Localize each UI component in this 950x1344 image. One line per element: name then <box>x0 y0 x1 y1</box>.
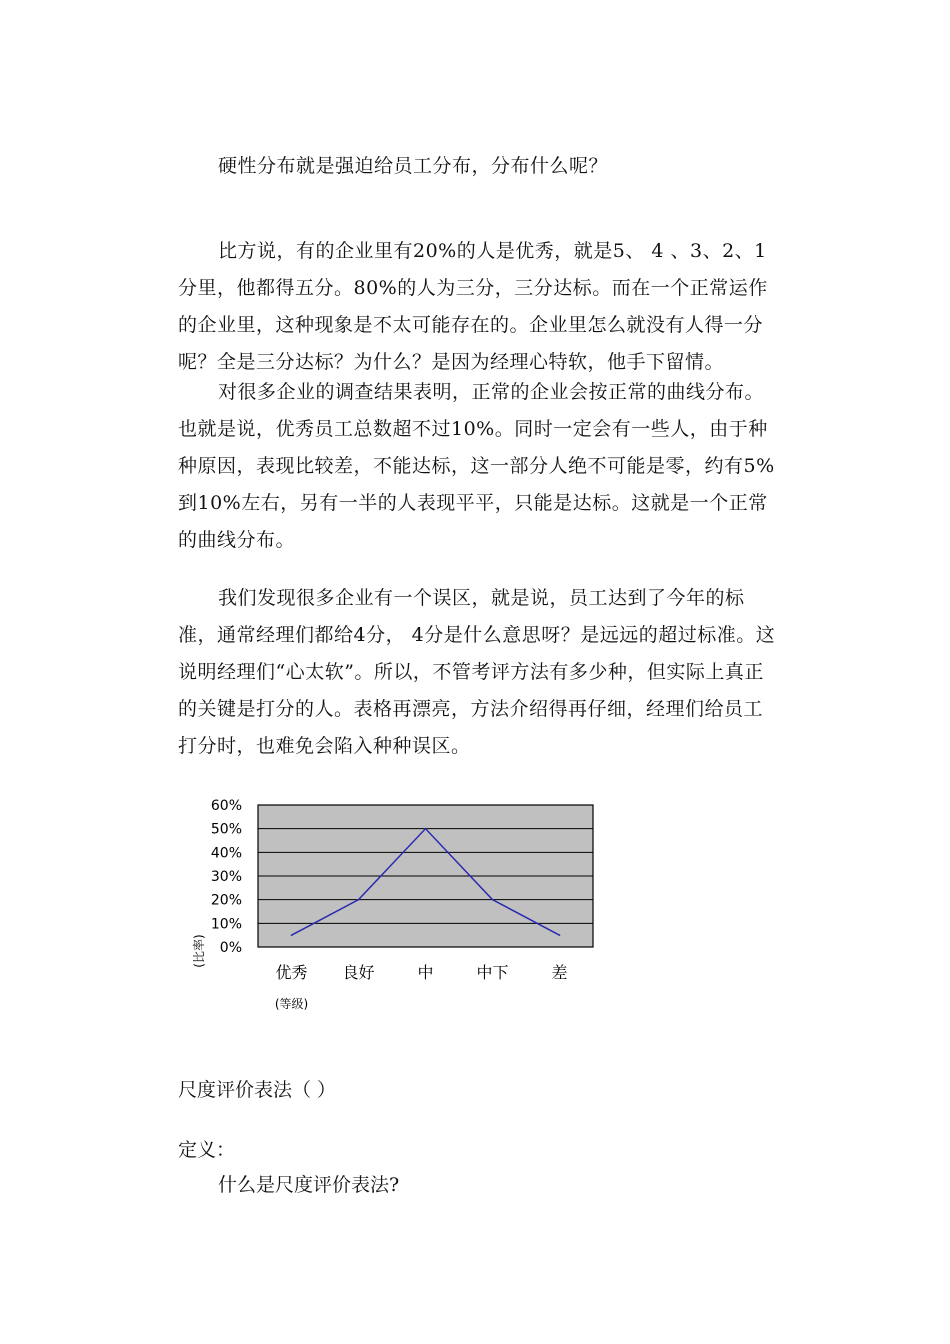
y-tick-label: 0% <box>219 940 242 956</box>
y-tick-label: 20% <box>210 892 242 909</box>
x-tick-label: 中 <box>417 963 434 982</box>
distribution-chart <box>178 790 608 1030</box>
data-point <box>559 934 561 936</box>
data-point <box>492 899 494 901</box>
x-tick-label: 优秀 <box>275 963 308 982</box>
y-tick-label: 30% <box>210 869 242 885</box>
question-text: 什么是尺度评价表法? <box>218 1174 400 1196</box>
y-axis-label: (比率) <box>192 934 206 968</box>
data-point <box>425 828 427 830</box>
paragraph-3: 对很多企业的调查结果表明，正常的企业会按正常的曲线分布。也就是说，优秀员工总数超不过10%。同时一定会有一些人，由于种种原因，表现比较差，不能达标，这一部分人绝不可能是零，约有5%到10%左右，另有一半的人表现平平，只能是达标。这就是一个正常的曲线分布。 <box>178 381 775 551</box>
definition-label: 定义： <box>178 1139 236 1161</box>
paragraph-2: 比方说，有的企业里有20%的人是优秀，就是5、 4 、3、2、1分里，他都得五分。80%的人为三分，三分达标。而在一个正常运作的企业里，这种现象是不太可能存在的。企业里怎么就没有人得一分呢？全是三分达标？为什么？是因为经理心特软，他手下留情。 <box>178 240 768 373</box>
x-tick-label: 中下 <box>476 963 509 982</box>
section-title: 尺度评价表法（ ） <box>178 1079 337 1101</box>
paragraph-4: 我们发现很多企业有一个误区，就是说，员工达到了今年的标准，通常经理们都给4分， 4分是什么意思呀？是远远的超过标准。这说明经理们“心太软”。所以，不管考评方法有多少种，但实际上真正的关键是打分的人。表格再漂亮，方法介绍得再仔细，经理们给员工打分时，也难免会陷入种种误区。 <box>178 587 776 757</box>
y-tick-label: 10% <box>210 916 242 933</box>
y-tick-label: 50% <box>210 821 242 838</box>
data-point <box>358 899 360 901</box>
x-tick-label: 良好 <box>342 963 375 982</box>
y-tick-label: 40% <box>210 845 242 862</box>
x-axis-label: (等级) <box>274 997 309 1011</box>
data-point <box>291 934 293 936</box>
x-tick-label: 差 <box>551 963 568 982</box>
y-tick-label: 60% <box>210 798 242 814</box>
paragraph-1: 硬性分布就是强迫给员工分布，分布什么呢？ <box>218 155 609 177</box>
